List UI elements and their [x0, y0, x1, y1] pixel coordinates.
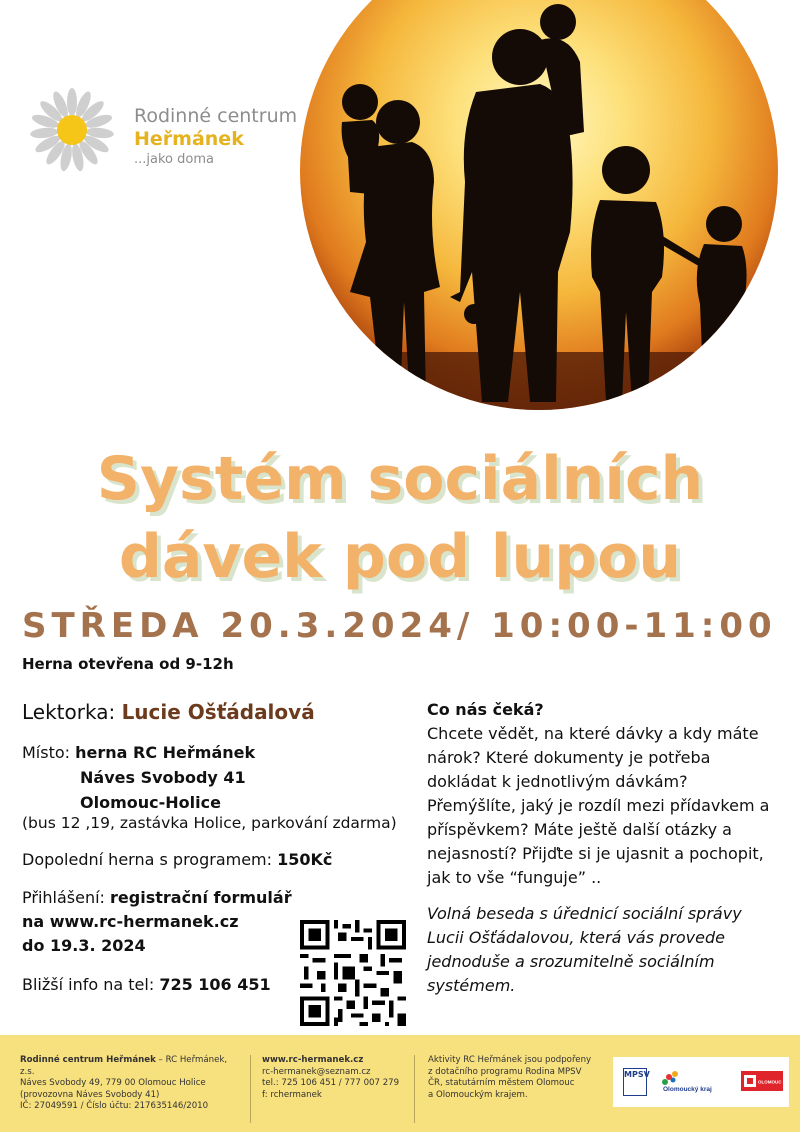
program-body: Chcete vědět, na které dávky a kdy máte nárok? Které dokumenty je potřeba dokládat k jednotlivým dávkám? Přemýšlíte, jaký je rozdíl mezi přídavkem a příspěvkem? Máte ještě další otázky a nejasností? Přijďte si je ujasnit a pochopit, jak to vše “funguje” .. — [427, 724, 770, 887]
place — [22, 740, 255, 815]
registration-web[interactable]: na www.rc-hermanek.cz — [22, 912, 239, 931]
footer-web[interactable]: www.rc-hermanek.cz — [262, 1055, 364, 1065]
daisy-icon — [18, 88, 123, 178]
herna-hours: Herna otevřena od 9-12h — [22, 655, 234, 673]
title-line-2: dávek pod lupou — [118, 522, 682, 592]
place-line-2: Náves Svobody 41 — [80, 768, 246, 787]
event-title — [0, 440, 800, 596]
lecturer — [22, 700, 315, 724]
footer-contacts — [262, 1055, 402, 1101]
program-note: Volná beseda s úřednicí sociální správy Lucii Ošťádalovou, která vás provede jednoduše a srozumitelně sociálním systémem. — [427, 904, 742, 995]
footer — [0, 1035, 800, 1132]
footer-support-3: ČR, statutárním městem Olomouc — [428, 1078, 575, 1088]
footer-org-address: Náves Svobody 49, 779 00 Olomouc Holice — [20, 1078, 206, 1088]
footer-email[interactable]: rc-hermanek@seznam.cz — [262, 1066, 371, 1077]
family-sunset-image — [300, 0, 778, 410]
footer-divider — [414, 1055, 415, 1123]
sponsor-logos — [613, 1057, 789, 1107]
price — [22, 850, 332, 869]
mpsv-logo: MPSV — [623, 1068, 647, 1096]
footer-org — [20, 1055, 242, 1113]
footer-org-name: Rodinné centrum Heřmánek — [20, 1055, 156, 1065]
footer-tel: tel.: 725 106 451 / 777 007 279 — [262, 1078, 400, 1088]
logo — [18, 88, 318, 178]
place-note: (bus 12 ,19, zastávka Holice, parkování zdarma) — [22, 814, 397, 832]
place-line-3: Olomouc-Holice — [80, 793, 221, 812]
program-heading: Co nás čeká? — [427, 700, 544, 719]
place-line-1: herna RC Heřmánek — [75, 743, 256, 762]
qr-code[interactable] — [300, 920, 406, 1026]
footer-divider — [250, 1055, 251, 1123]
logo-brand: Heřmánek — [134, 128, 244, 150]
contact-phone: 725 106 451 — [159, 975, 271, 994]
place-label: Místo: — [22, 743, 71, 762]
registration-label: Přihlášení: — [22, 888, 105, 907]
registration-deadline: do 19.3. 2024 — [22, 936, 146, 955]
lecturer-label: Lektorka: — [22, 700, 116, 724]
program-description — [427, 698, 777, 998]
footer-facebook[interactable]: f: rchermanek — [262, 1089, 322, 1100]
olomoucky-kraj-text: Olomoucký kraj — [663, 1086, 712, 1093]
footer-support-4: a Olomouckým krajem. — [428, 1089, 528, 1100]
footer-support — [428, 1055, 608, 1101]
logo-tagline: ...jako doma — [134, 152, 214, 167]
registration-form-link[interactable]: registrační formulář — [110, 888, 292, 907]
price-label: Dopolední herna s programem: — [22, 850, 273, 869]
footer-org-branch: (provozovna Náves Svobody 41) — [20, 1089, 160, 1100]
olomouc-city-logo — [741, 1071, 783, 1091]
footer-support-2: z dotačního programu Rodina MPSV — [428, 1066, 582, 1077]
footer-support-1: Aktivity RC Heřmánek jsou podpořeny — [428, 1055, 592, 1065]
olomoucky-kraj-logo-icon — [661, 1069, 721, 1093]
olomouc-city-text: OLOMOUC — [758, 1079, 782, 1085]
logo-name: Rodinné centrum — [134, 105, 298, 127]
contact-info — [22, 975, 271, 994]
lecturer-name: Lucie Ošťádalová — [121, 700, 315, 724]
footer-org-ids: IČ: 27049591 / Číslo účtu: 217635146/2010 — [20, 1101, 209, 1111]
footer-org-rest: – RC Heřmánek, z.s. — [20, 1055, 228, 1077]
title-line-1: Systém sociálních — [96, 444, 704, 514]
price-value: 150Kč — [277, 850, 333, 869]
registration — [22, 886, 322, 958]
contact-label: Bližší info na tel: — [22, 975, 155, 994]
event-date-time: STŘEDA 20.3.2024/ 10:00-11:00 — [22, 606, 777, 646]
